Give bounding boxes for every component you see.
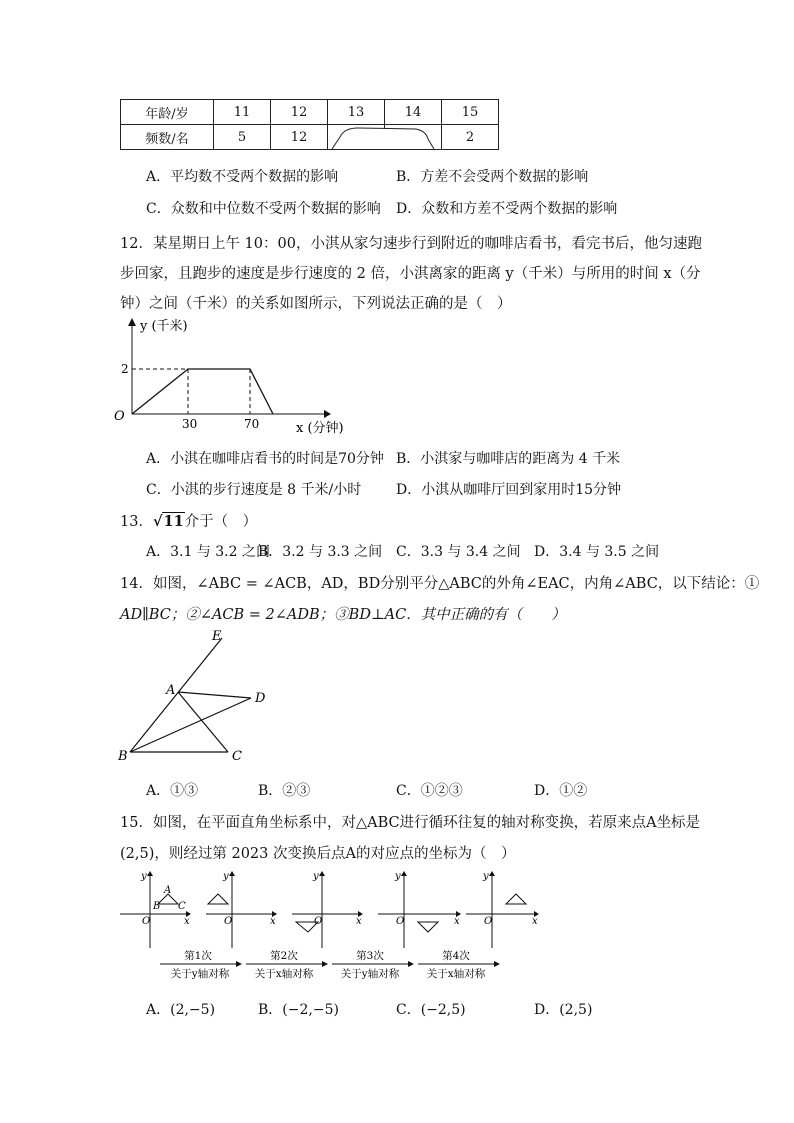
coordinate-panel-step1: [206, 871, 277, 948]
q12-option-d[interactable]: D．小淇从咖啡厅回到家用时15分钟: [396, 482, 622, 498]
y-axis-label: y (千米): [140, 319, 188, 334]
svg-text:第2次: 第2次: [270, 950, 298, 962]
y-tick-label: 2: [121, 362, 129, 376]
q13-option-a[interactable]: A．3.1 与 3.2 之间: [146, 544, 270, 560]
q15-transform-figure: [116, 866, 550, 988]
q15-option-d[interactable]: D．(2,5): [534, 1002, 593, 1018]
q13-option-d[interactable]: D．3.4 与 3.5 之间: [534, 544, 660, 560]
table-header-age: 年龄/岁: [121, 100, 214, 125]
table-cell: 11: [214, 100, 271, 125]
svg-text:关于y轴对称: 关于y轴对称: [170, 968, 230, 980]
ink-stain-mark: [328, 123, 444, 151]
q15-text-line1: 15．如图，在平面直角坐标系中，对△ABC进行循环往复的轴对称变换，若原来点A坐标是: [120, 815, 701, 831]
q15-option-b[interactable]: B．(−2,−5): [258, 1002, 339, 1018]
q13-suffix: 介于（ ）: [184, 514, 258, 530]
q11-option-c[interactable]: C．众数和中位数不受两个数据的影响: [146, 201, 381, 217]
q13-option-c[interactable]: C．3.3 与 3.4 之间: [396, 544, 521, 560]
svg-text:y: y: [223, 871, 229, 882]
point-a-label: A: [166, 683, 176, 698]
label-a: A: [164, 885, 172, 896]
coordinate-panel-original: [120, 871, 191, 948]
svg-text:y: y: [395, 871, 401, 882]
table-cell: 12: [271, 125, 328, 150]
q11-option-b[interactable]: B．方差不会受两个数据的影响: [396, 169, 589, 185]
q14-option-c[interactable]: C．①②③: [396, 783, 463, 799]
table-cell: 12: [271, 100, 328, 125]
point-d-label: D: [255, 691, 266, 706]
q13-option-b[interactable]: B．3.2 与 3.3 之间: [258, 544, 383, 560]
svg-text:O: O: [396, 916, 405, 927]
point-e-label: E: [212, 629, 222, 644]
coordinate-panel-step3: [378, 871, 461, 948]
y-axis-arrow-icon: [128, 318, 136, 326]
svg-text:x: x: [454, 916, 460, 927]
table-cell: 14: [385, 100, 442, 125]
segment-ad: [178, 692, 251, 698]
q12-option-b[interactable]: B．小淇家与咖啡店的距离为 4 千米: [396, 451, 621, 467]
q14-triangle-figure: [116, 628, 286, 768]
point-b-label: B: [118, 749, 128, 764]
q14-text-line2: AD∥BC；②∠ACB = 2∠ADB；③BD⊥AC．其中正确的有（ ）: [120, 607, 566, 623]
step-arrow-1: [160, 949, 242, 980]
table-header-frequency: 频数/名: [121, 125, 214, 150]
q12-option-c[interactable]: C．小淇的步行速度是 8 千米/小时: [146, 482, 362, 498]
q12-text-line1: 12．某星期日上午 10：00，小淇从家匀速步行到附近的咖啡店看书，看完书后，他匀速跑: [120, 236, 702, 252]
q15-option-a[interactable]: A．(2,−5): [146, 1002, 216, 1018]
table-cell: 13: [328, 100, 385, 125]
q12-text-line2: 步回家，且跑步的速度是步行速度的 2 倍，小淇离家的距离 y（千米）与所用的时间 x（分: [120, 266, 701, 282]
graph-line: [132, 369, 273, 414]
arrow-right-icon: [494, 961, 500, 967]
q14-option-b[interactable]: B．②③: [258, 783, 311, 799]
svg-text:关于y轴对称: 关于y轴对称: [340, 968, 400, 980]
table-cell: 5: [214, 125, 271, 150]
svg-text:第1次: 第1次: [184, 950, 212, 962]
q13-question: [120, 510, 257, 531]
x-axis-arrow-icon: [324, 410, 331, 418]
q11-option-a[interactable]: A．平均数不受两个数据的影响: [146, 169, 339, 185]
label-c: C: [178, 901, 186, 912]
svg-text:x: x: [270, 916, 276, 927]
svg-text:第4次: 第4次: [442, 950, 470, 962]
q12-text-line3: 钟）之间（千米）的关系如图所示，下列说法正确的是（ ）: [120, 296, 512, 312]
svg-text:x: x: [356, 916, 362, 927]
coordinate-panel-step2: [292, 871, 363, 948]
arrow-right-icon: [236, 961, 242, 967]
q15-text-line2: (2,5)，则经过第 2023 次变换后点A的对应点的坐标为（ ）: [120, 846, 516, 862]
svg-text:关于x轴对称: 关于x轴对称: [426, 968, 486, 980]
q15-option-c[interactable]: C．(−2,5): [396, 1002, 466, 1018]
step-arrow-3: [332, 949, 414, 980]
label-b: B: [153, 901, 161, 912]
step-arrow-4: [418, 949, 500, 980]
svg-text:O: O: [142, 916, 151, 927]
q13-radicand: 11: [163, 513, 184, 530]
x-axis-label: x (分钟): [296, 421, 344, 436]
x-tick-label: 70: [244, 417, 260, 431]
q11-option-d[interactable]: D．众数和方差不受两个数据的影响: [396, 201, 618, 217]
q14-text-line1: 14．如图，∠ABC = ∠ACB，AD，BD分别平分△ABC的外角∠EAC，内角∠ABC，以下结论：①: [120, 576, 760, 592]
point-c-label: C: [232, 749, 242, 764]
arrow-right-icon: [322, 961, 328, 967]
svg-text:O: O: [224, 916, 233, 927]
arrow-right-icon: [408, 961, 414, 967]
coordinate-panel-step4: [466, 871, 539, 948]
q14-option-a[interactable]: A．①③: [146, 783, 199, 799]
x-tick-label: 30: [182, 417, 198, 431]
svg-text:关于x轴对称: 关于x轴对称: [254, 968, 314, 980]
origin-label: O: [114, 409, 125, 424]
q13-number: 13．: [120, 514, 153, 530]
svg-text:O: O: [484, 916, 493, 927]
step-arrow-2: [246, 949, 328, 980]
svg-text:第3次: 第3次: [356, 950, 384, 962]
sqrt-icon: √: [152, 513, 163, 530]
q12-option-a[interactable]: A．小淇在咖啡店看书的时间是70分钟: [146, 451, 384, 467]
table-cell: 15: [442, 100, 499, 125]
svg-text:y: y: [313, 871, 319, 882]
q14-option-d[interactable]: D．①②: [534, 783, 588, 799]
svg-text:y: y: [141, 871, 147, 882]
q12-distance-time-graph: [112, 314, 344, 436]
svg-text:x: x: [532, 916, 538, 927]
svg-text:O: O: [314, 916, 323, 927]
segment-ac: [178, 692, 228, 752]
svg-text:y: y: [483, 871, 489, 882]
table-row: [121, 100, 499, 125]
svg-text:x: x: [184, 916, 190, 927]
table-cell: 2: [442, 125, 499, 150]
